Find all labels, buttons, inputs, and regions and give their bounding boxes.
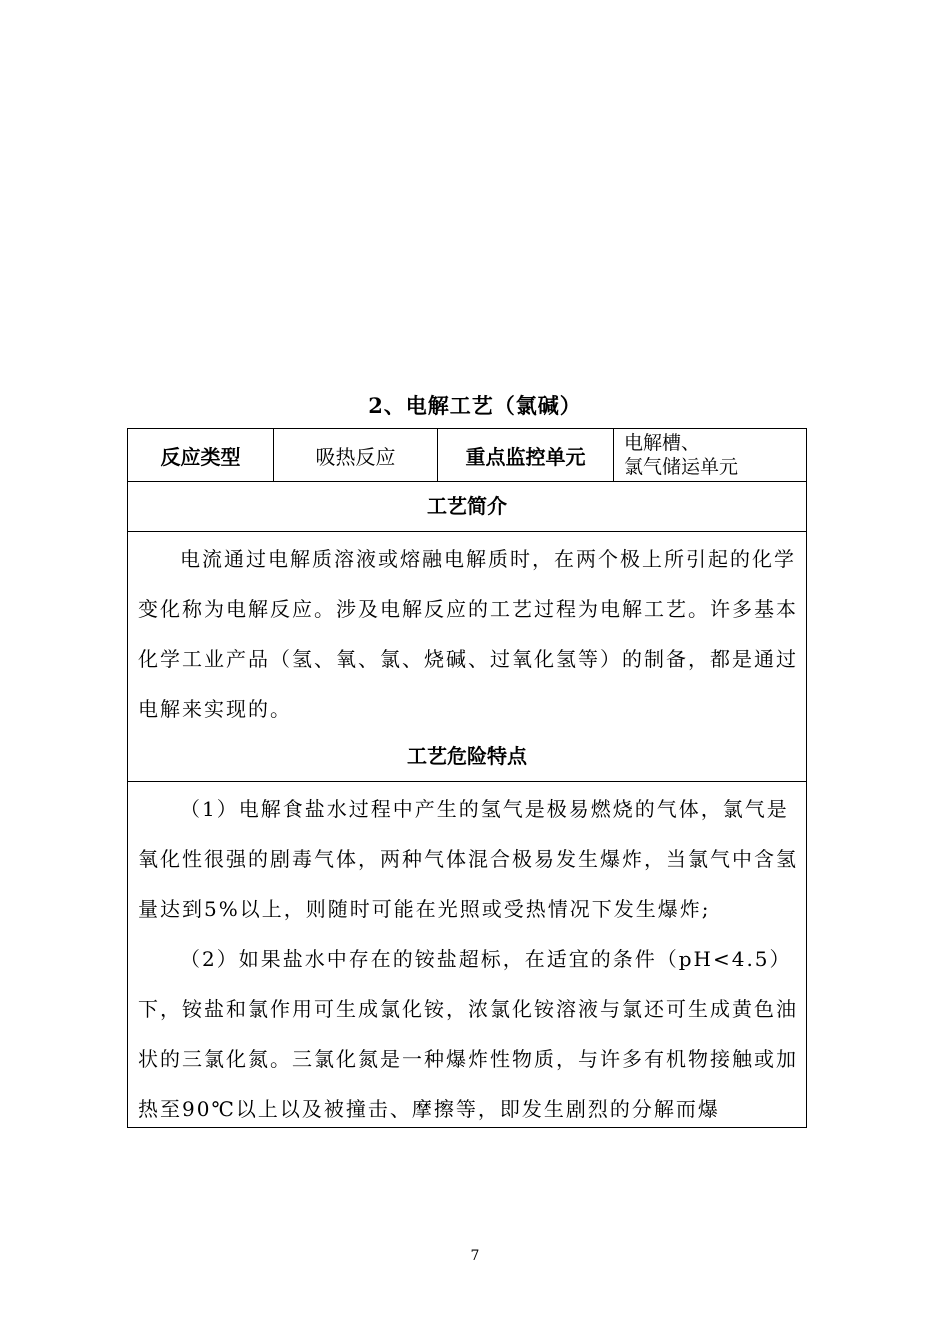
hazard-item-1: （1）电解食盐水过程中产生的氢气是极易燃烧的气体，氯气是氧化性很强的剧毒气体，两种气体混合极易发生爆炸，当氯气中含氢量达到5%以上，则随时可能在光照或受热情况下发生爆炸; bbox=[138, 797, 798, 921]
page-number: 7 bbox=[470, 1248, 480, 1264]
hazard-item-2: （2）如果盐水中存在的铵盐超标，在适宜的条件（pH<4.5）下，铵盐和氯作用可生成氯化铵，浓氯化铵溶液与氯还可生成黄色油状的三氯化氮。三氯化氮是一种爆炸性物质，与许多有机物接触或加热至90℃以上以及被撞击、摩擦等，即发生剧烈的分解而爆 bbox=[138, 947, 798, 1121]
hazard-header: 工艺危险特点 bbox=[128, 731, 806, 782]
monitor-unit-label: 重点监控单元 bbox=[438, 429, 614, 481]
reaction-type-value: 吸热反应 bbox=[274, 429, 438, 481]
process-table bbox=[127, 428, 807, 1128]
page-title: 2、电解工艺（氯碱） bbox=[368, 393, 582, 418]
reaction-type-label: 反应类型 bbox=[128, 429, 274, 481]
monitor-unit-value bbox=[614, 429, 806, 481]
monitor-unit-value-line1: 电解槽、 bbox=[624, 432, 701, 454]
intro-header: 工艺简介 bbox=[128, 481, 806, 532]
table-header-row bbox=[128, 429, 806, 482]
intro-text: 电流通过电解质溶液或熔融电解质时，在两个极上所引起的化学变化称为电解反应。涉及电解反应的工艺过程为电解工艺。许多基本化学工业产品（氢、氧、氯、烧碱、过氧化氢等）的制备，都是通过电解来实现的。 bbox=[138, 547, 798, 721]
monitor-unit-value-line2: 氯气储运单元 bbox=[624, 456, 739, 478]
